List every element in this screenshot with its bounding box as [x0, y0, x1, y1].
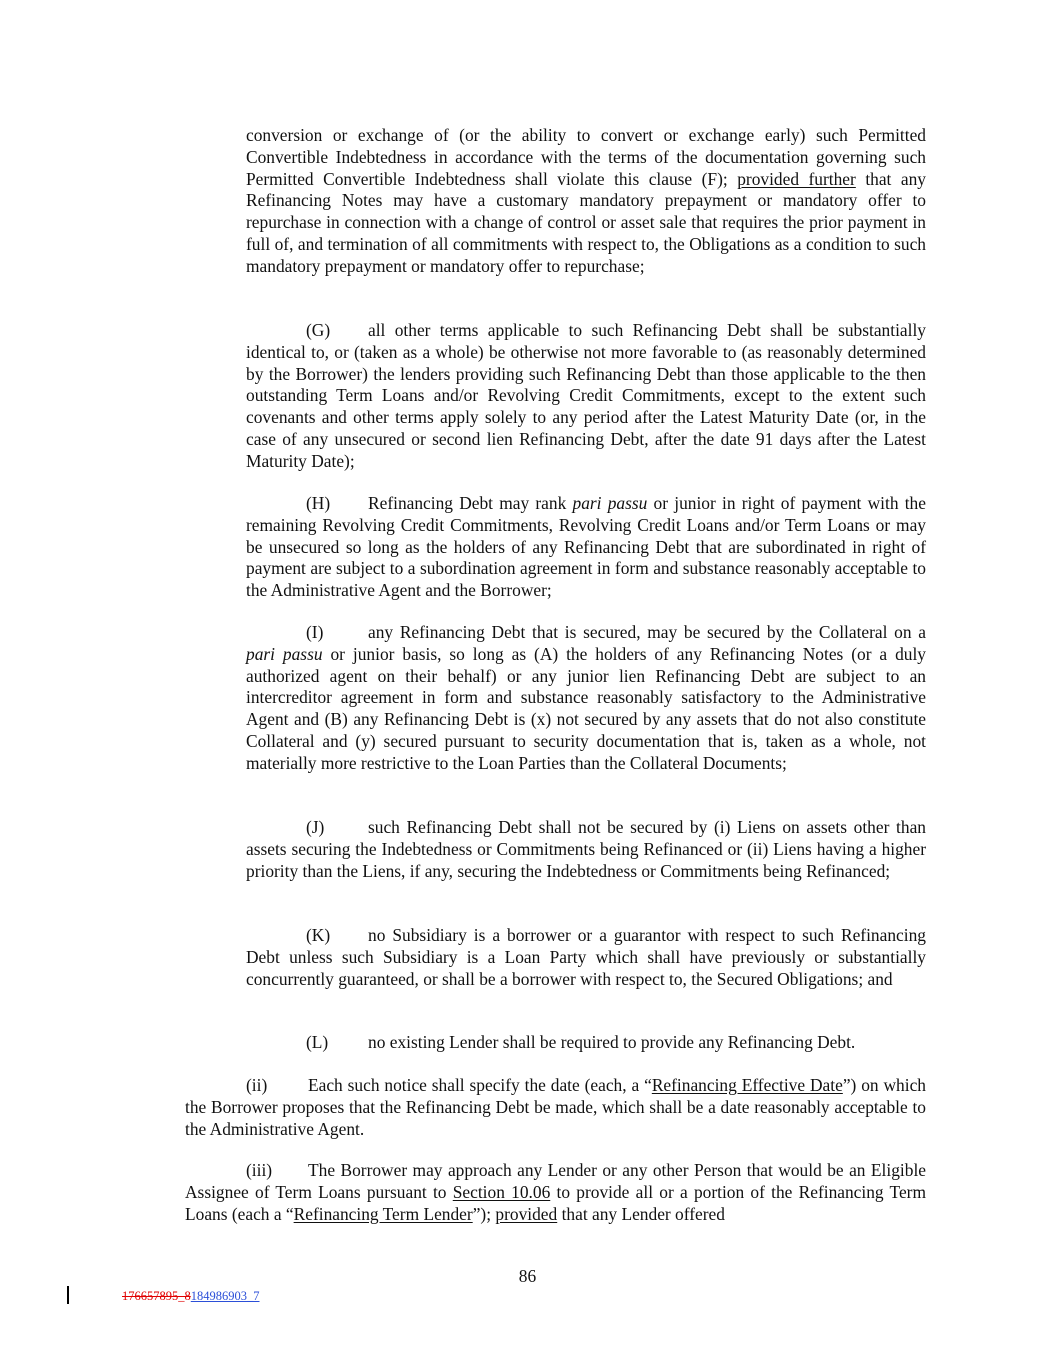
change-bar	[67, 1286, 69, 1304]
text-run: or junior basis, so long as (A) the holders of any Refinancing Notes (or a duly authorized agent on their behalf) or any junior lien Refinancing Debt are subject to an intercreditor agreement in form and substance reasonably satisfactory to the Administrative Agent and (B) any Refinancing Debt is (x) not secured by any assets that do not also constitute Collateral and (y) secured pursuant to security documentation that is, taken as a whole, not materially more restrictive to the Loan Parties than the Collateral Documents;	[246, 643, 926, 773]
inserted-doc-id: 184986903_7	[190, 1289, 260, 1303]
text-run: ”) on which the Borrower proposes that the Refinancing Debt be made, which shall be a date reasonably acceptable to the Administrative Agent.	[185, 1075, 926, 1139]
text-run: such Refinancing Debt shall not be secured by (i) Liens on assets other than assets securing the Indebtedness or Commitments being Refinanced or (ii) Liens having a higher priority than the Liens, if any, securing the Indebtedness or Commitments being Refinanced;	[246, 817, 926, 881]
paragraph-ii	[185, 1075, 926, 1140]
clause-label: (G)	[306, 320, 331, 340]
defined-term: Refinancing Effective Date	[651, 1075, 843, 1095]
text-run: no existing Lender shall be required to provide any Refinancing Debt.	[368, 1032, 856, 1052]
text-run: Refinancing Debt may rank	[368, 493, 567, 513]
italic-term: pari passu	[246, 643, 323, 664]
deleted-doc-id: 176657895_8	[122, 1289, 191, 1303]
paragraph-g	[246, 320, 926, 473]
document-id	[122, 1289, 260, 1304]
text-run: or junior in right of payment with the remaining Revolving Credit Commitments, Revolving Credit Loans and/or Term Loans or may be unsecured so long as the holders of any Refinancing Debt that are subordinated in right of payment are subject to a subordination agreement in form and substance reasonably acceptable to the Administrative Agent and the Borrower;	[246, 493, 926, 601]
page-number: 86	[518, 1266, 537, 1286]
paragraph-l	[246, 1032, 926, 1054]
text-run: that any Refinancing Notes may have a customary mandatory prepayment or mandatory offer to repurchase in connection with a change of control or asset sale that requires the prior payment in full of, and termination of all commitments with respect to, the Obligations as a condition to such mandatory prepayment or mandatory offer to repurchase;	[246, 168, 926, 276]
text-run: no Subsidiary is a borrower or a guarantor with respect to such Refinancing Debt unless such Subsidiary is a Loan Party which shall have previously or substantially concurrently guaranteed, or shall be a borrower with respect to, the Secured Obligations; and	[246, 925, 926, 989]
text-run: Each such notice shall specify the date (each, a “	[308, 1075, 652, 1095]
underlined-term: provided	[495, 1203, 558, 1224]
text-run: to provide all or a portion of the Refinancing Term Loans (each a “	[185, 1181, 926, 1224]
text-run: that any Lender offered	[561, 1203, 725, 1224]
paragraph-i	[246, 622, 926, 775]
clause-label: (iii)	[246, 1160, 273, 1180]
clause-label: (L)	[306, 1032, 329, 1052]
clause-label: (ii)	[246, 1075, 268, 1095]
clause-label: (H)	[306, 493, 331, 513]
italic-term: pari passu	[572, 493, 648, 513]
text-run: conversion or exchange of (or the ability to convert or exchange early) such Permitted Convertible Indebtedness in accordance with the terms of the documentation governing such Permitted Convertible Indebtedness shall violate this clause (F);	[246, 125, 926, 189]
text-run: any Refinancing Debt that is secured, may be secured by the Collateral on a	[368, 622, 926, 642]
clause-label: (I)	[306, 622, 324, 642]
paragraph-f-continuation	[246, 125, 926, 278]
text-run: The Borrower may approach any Lender or any other Person that would be an Eligible Assignee of Term Loans pursuant to	[185, 1160, 926, 1202]
paragraph-iii	[185, 1160, 926, 1225]
clause-label: (J)	[306, 817, 325, 837]
defined-term: Refinancing Term Lender	[293, 1203, 473, 1224]
paragraph-h	[246, 493, 926, 602]
paragraph-k	[246, 925, 926, 990]
underlined-term: provided further	[737, 168, 856, 189]
text-run: ”);	[472, 1203, 492, 1224]
clause-label: (K)	[306, 925, 331, 945]
paragraph-j	[246, 817, 926, 882]
text-run: all other terms applicable to such Refinancing Debt shall be substantially identical to, or (taken as a whole) be otherwise not more favorable to (as reasonably determined by the Borrower) the lenders providing such Refinancing Debt than those applicable to the then outstanding Term Loans and/or Revolving Credit Commitments, except to the extent such covenants and other terms apply solely to any period after the Latest Maturity Date (or, in the case of any unsecured or second lien Refinancing Debt, after the date 91 days after the Latest Maturity Date);	[246, 320, 926, 471]
section-reference: Section 10.06	[452, 1181, 551, 1202]
